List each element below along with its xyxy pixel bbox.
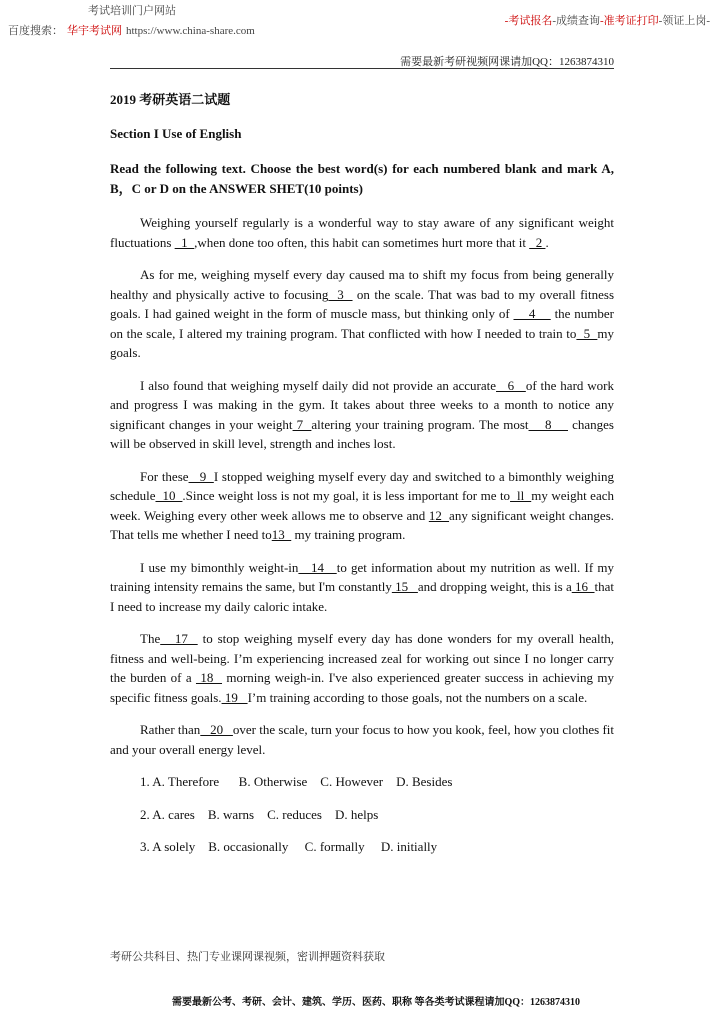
blank-4: 4 bbox=[513, 306, 551, 321]
blank-10: 10 bbox=[155, 488, 183, 503]
page-header bbox=[0, 0, 724, 68]
text: of the hard work and progress I was making in the gym. It takes about three weeks to a month to notice any significant changes in your weight bbox=[110, 377, 614, 432]
question-3-options: 3. A solely B. occasionally C. formally D. initially bbox=[140, 839, 438, 854]
blank-3: 3 bbox=[328, 286, 353, 302]
text: that I need to increase my daily caloric intake. bbox=[110, 579, 615, 614]
instructions: Read the following text. Choose the best word(s) for each numbered blank and mark A, B，C or D on the ANSWER SHET(10 points) bbox=[110, 161, 614, 196]
site-url[interactable]: https://www.china-share.com bbox=[126, 25, 255, 37]
text: I’m training according to those goals, not the numbers on a scale. bbox=[247, 689, 588, 705]
text: to stop weighing myself every day has done wonders for my overall health, fitness and well-being. I’m experiencing increased zeal for working out since I no longer carry the burden of a bbox=[110, 631, 614, 685]
text: ,when done too often, this habit can sometimes hurt more that it bbox=[194, 234, 530, 250]
text: on the scale. That was bad to my overall fitness goals. I had gained weight in the form of muscle mass, but thinking only of bbox=[110, 286, 615, 321]
text: Weighing yourself regularly is a wonderful way to stay aware of any significant weight fluctuations bbox=[110, 215, 614, 250]
text: morning weigh-in. I've also experienced greater success in achieving my specific fitness goals. bbox=[110, 670, 614, 705]
paragraph-1 bbox=[110, 213, 614, 252]
text: altering your training program. The most bbox=[311, 416, 529, 432]
paragraph-6 bbox=[110, 629, 614, 707]
text: Rather than bbox=[140, 722, 201, 737]
blank-17: 17 bbox=[160, 631, 198, 646]
question-1-options: 1. A. Therefore B. Otherwise C. However D. Besides bbox=[140, 774, 453, 789]
text: .Since weight loss is not my goal, it is less important for me to bbox=[182, 488, 511, 503]
blank-2: 2 bbox=[529, 234, 546, 250]
link-score-query[interactable]: -成绩查询 bbox=[552, 15, 600, 27]
text: my goals. bbox=[110, 325, 615, 360]
blank-7: 7 bbox=[292, 416, 312, 432]
link-admission-ticket[interactable]: -准考证打印 bbox=[600, 15, 659, 27]
text: and dropping weight, this is a bbox=[417, 579, 572, 594]
document-body bbox=[110, 90, 614, 870]
blank-9: 9 bbox=[188, 468, 214, 484]
text: As for me, weighing myself every day caused ma to shift my focus from being generally healthy and physically active to focusing bbox=[110, 267, 614, 302]
blank-14: 14 bbox=[298, 559, 337, 575]
link-certificate[interactable]: -领证上岗- bbox=[658, 15, 710, 27]
text: to get information about my nutrition as well. If my training intensity remains the same, but I'm constantly bbox=[110, 559, 615, 594]
paragraph-3 bbox=[110, 376, 614, 454]
footer-contact: 需要最新公考、考研、会计、建筑、学历、医药、职称 等各类考试课程请加QQ：1263874310 bbox=[172, 997, 581, 1008]
text: I use my bimonthly weight-in bbox=[140, 559, 299, 575]
search-line bbox=[8, 22, 255, 38]
text: I stopped weighing myself every day and switched to a bimonthly weighing schedule bbox=[110, 468, 614, 503]
blank-18: 18 bbox=[195, 670, 223, 685]
text: any significant weight changes. That tells me whether I need to bbox=[110, 507, 614, 542]
blank-16: 16 bbox=[571, 579, 595, 594]
text: The bbox=[140, 631, 161, 646]
blank-11: ll bbox=[510, 488, 532, 503]
text: I also found that weighing myself daily did not provide an accurate bbox=[140, 377, 497, 393]
paragraph-7 bbox=[110, 720, 614, 759]
paragraph-4 bbox=[110, 467, 614, 545]
blank-15: 15 bbox=[391, 579, 418, 594]
site-name: 考试培训门户网站 bbox=[88, 5, 176, 17]
blank-13: 13 bbox=[271, 527, 292, 542]
link-registration[interactable]: -考试报名 bbox=[504, 15, 553, 27]
footer-note: 考研公共科目、热门专业课网课视频，密训押题资料获取 bbox=[110, 951, 385, 963]
qq-contact: 需要最新考研视频网课请加QQ：1263874310 bbox=[400, 56, 614, 68]
text: For these bbox=[140, 468, 189, 484]
text: the number on the scale, I altered my training program. That conflicted with how I needed to train to bbox=[110, 306, 615, 341]
blank-12: 12 bbox=[428, 507, 450, 523]
paragraph-2 bbox=[110, 265, 614, 363]
header-divider bbox=[110, 68, 614, 69]
blank-20: 20 bbox=[200, 722, 233, 737]
blank-19: 19 bbox=[221, 689, 248, 705]
blank-5: 5 bbox=[576, 325, 598, 341]
blank-1: 1 bbox=[174, 234, 195, 250]
text: changes will be observed in skill level, strength and inches lost. bbox=[110, 416, 614, 451]
text: over the scale, turn your focus to how you kook, feel, how you clothes fit and your overall energy level. bbox=[110, 722, 614, 757]
text: . bbox=[545, 234, 549, 250]
top-links bbox=[505, 12, 710, 28]
text: my weight each week. Weighing every other week allows me to observe and bbox=[110, 488, 614, 523]
blank-8: 8 bbox=[528, 416, 568, 432]
search-label: 百度搜索： bbox=[8, 25, 63, 37]
text: my training program. bbox=[291, 527, 406, 542]
blank-6: 6 bbox=[496, 377, 526, 393]
brand-link[interactable]: 华宇考试网 bbox=[67, 25, 122, 37]
question-2-options: 2. A. cares B. warns C. reduces D. helps bbox=[140, 806, 379, 822]
exam-title: 2019 考研英语二试题 bbox=[110, 92, 231, 107]
paragraph-5 bbox=[110, 558, 614, 617]
section-heading: Section I Use of English bbox=[110, 125, 242, 141]
